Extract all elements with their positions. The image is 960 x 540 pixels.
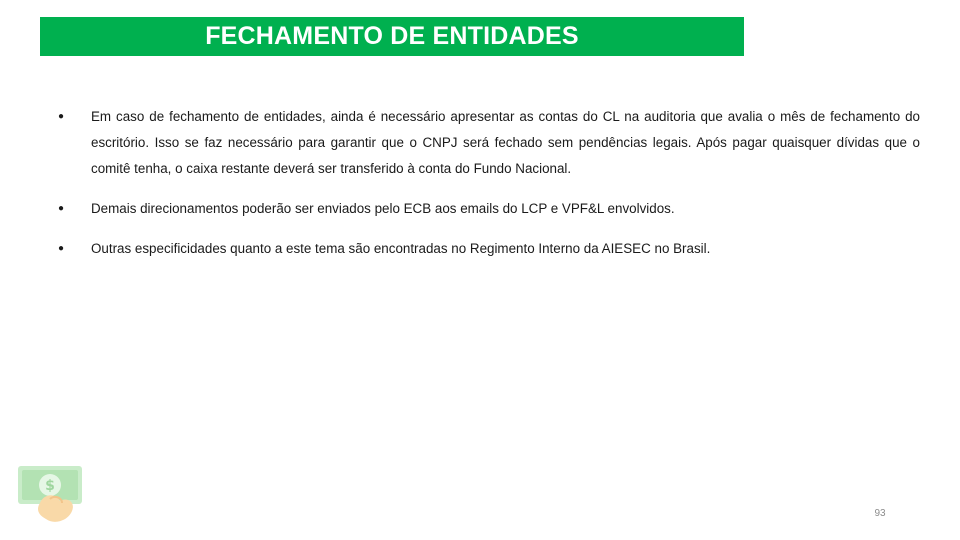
bullet-text: Demais direcionamentos poderão ser enviados pelo ECB aos emails do LCP e VPF&L envolvidos. <box>91 201 675 216</box>
bullet-text: Em caso de fechamento de entidades, ainda é necessário apresentar as contas do CL na auditoria que avalia o mês de fechamento do escritório. Isso se faz necessário para garantir que o CNPJ será fechado sem pendências legais. Após pagar quaisquer dívidas que o comitê tenha, o caixa restante deverá ser transferido à conta do Fundo Nacional. <box>91 109 920 176</box>
money-hand-icon <box>16 463 86 527</box>
title-bar <box>40 17 744 56</box>
svg-text:$: $ <box>45 478 55 494</box>
bullet-list <box>58 104 920 276</box>
bullet-marker: ● <box>58 111 65 122</box>
page-number: 93 <box>874 508 886 519</box>
bullet-item-regulations <box>58 236 920 262</box>
bullet-item-directions <box>58 196 920 222</box>
bullet-item-closing-accounts <box>58 104 920 182</box>
bullet-text: Outras especificidades quanto a este tema são encontradas no Regimento Interno da AIESEC no Brasil. <box>91 241 711 256</box>
page-title: FECHAMENTO DE ENTIDADES <box>205 22 579 50</box>
bullet-marker: ● <box>58 203 65 214</box>
bullet-marker: ● <box>58 243 65 254</box>
